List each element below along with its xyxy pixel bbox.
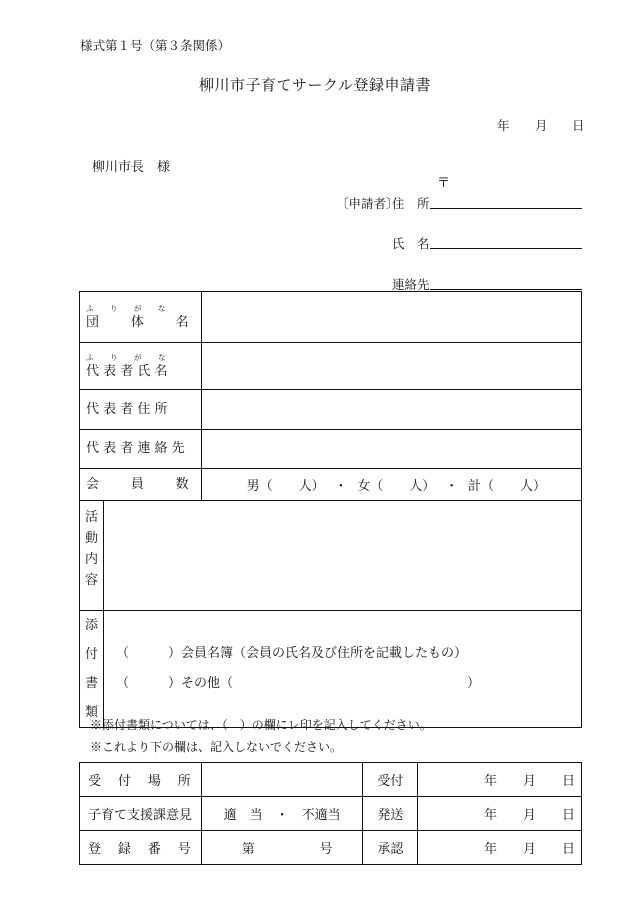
note-office-use: ※これより下の欄は、記入しないでください。 (90, 740, 343, 754)
rep-address-label: 代 表 者 住 所 (80, 390, 202, 430)
members-label: 会 員 数 (80, 469, 202, 501)
note-attachments: ※添付書類については、（ ）の欄にレ印を記入してください。 (90, 718, 432, 732)
members-total: 計（ 人） (468, 479, 547, 494)
address-field[interactable] (430, 208, 582, 209)
members-field[interactable] (201, 469, 581, 501)
separator: ・ (445, 479, 459, 494)
attach-member-list[interactable]: （ ）会員名簿（会員の氏名及び住所を記載したもの） (116, 646, 468, 661)
attachments-field (104, 611, 582, 728)
reg-number-field[interactable]: 第 号 (201, 831, 363, 865)
support-opinion-label: 子育て支援課意見 (80, 797, 202, 831)
application-table (79, 291, 582, 728)
date-year: 年 (497, 118, 510, 133)
sent-date[interactable]: 年 月 日 (418, 797, 582, 831)
reception-place-label: 受 付 場 所 (80, 763, 202, 797)
members-female: 女（ 人） (357, 479, 436, 494)
members-male: 男（ 人） (246, 479, 325, 494)
activity-label: 活 動 内 容 (80, 501, 104, 611)
applicant-bracket: 〔申請者〕 (336, 196, 399, 211)
group-name-field[interactable] (201, 292, 581, 343)
reg-number-label: 登 録 番 号 (80, 831, 202, 865)
reception-place-field[interactable] (201, 763, 363, 797)
furigana-guide: ふ り が な (86, 303, 166, 313)
rep-name-field[interactable] (201, 343, 581, 390)
form-number: 様式第１号（第３条関係） (80, 38, 231, 53)
group-name-label: ふ り が な 団 体 名 (80, 292, 202, 343)
attachments-label: 添 付 書 類 (80, 611, 104, 728)
address-label: 住 所 (392, 196, 430, 211)
postal-mark: 〒 (437, 176, 451, 191)
rep-address-field[interactable] (201, 390, 581, 430)
approved-label: 承認 (363, 831, 418, 865)
rep-name-label: ふ り が な 代 表 者 氏 名 (80, 343, 202, 390)
rep-contact-label: 代 表 者 連 絡 先 (80, 430, 202, 469)
name-field[interactable] (430, 248, 582, 249)
date-month: 月 (535, 118, 548, 133)
date-day: 日 (572, 118, 585, 133)
approved-date[interactable]: 年 月 日 (418, 831, 582, 865)
sent-label: 発送 (363, 797, 418, 831)
received-label: 受付 (363, 763, 418, 797)
opinion-field[interactable]: 適 当 ・ 不適当 (201, 797, 363, 831)
furigana-guide: ふ り が な (86, 352, 166, 362)
separator: ・ (334, 479, 348, 494)
rep-contact-field[interactable] (201, 430, 581, 469)
contact-field[interactable] (430, 289, 582, 290)
received-date[interactable]: 年 月 日 (418, 763, 582, 797)
name-label: 氏 名 (392, 236, 430, 251)
office-use-table (79, 762, 582, 865)
addressee: 柳川市長 様 (92, 160, 171, 175)
attach-other[interactable]: （ ）その他（ ） (116, 676, 481, 691)
activity-field[interactable] (104, 501, 582, 611)
form-title: 柳川市子育てサークル登録申請書 (198, 76, 432, 94)
contact-label: 連絡先 (392, 277, 430, 292)
